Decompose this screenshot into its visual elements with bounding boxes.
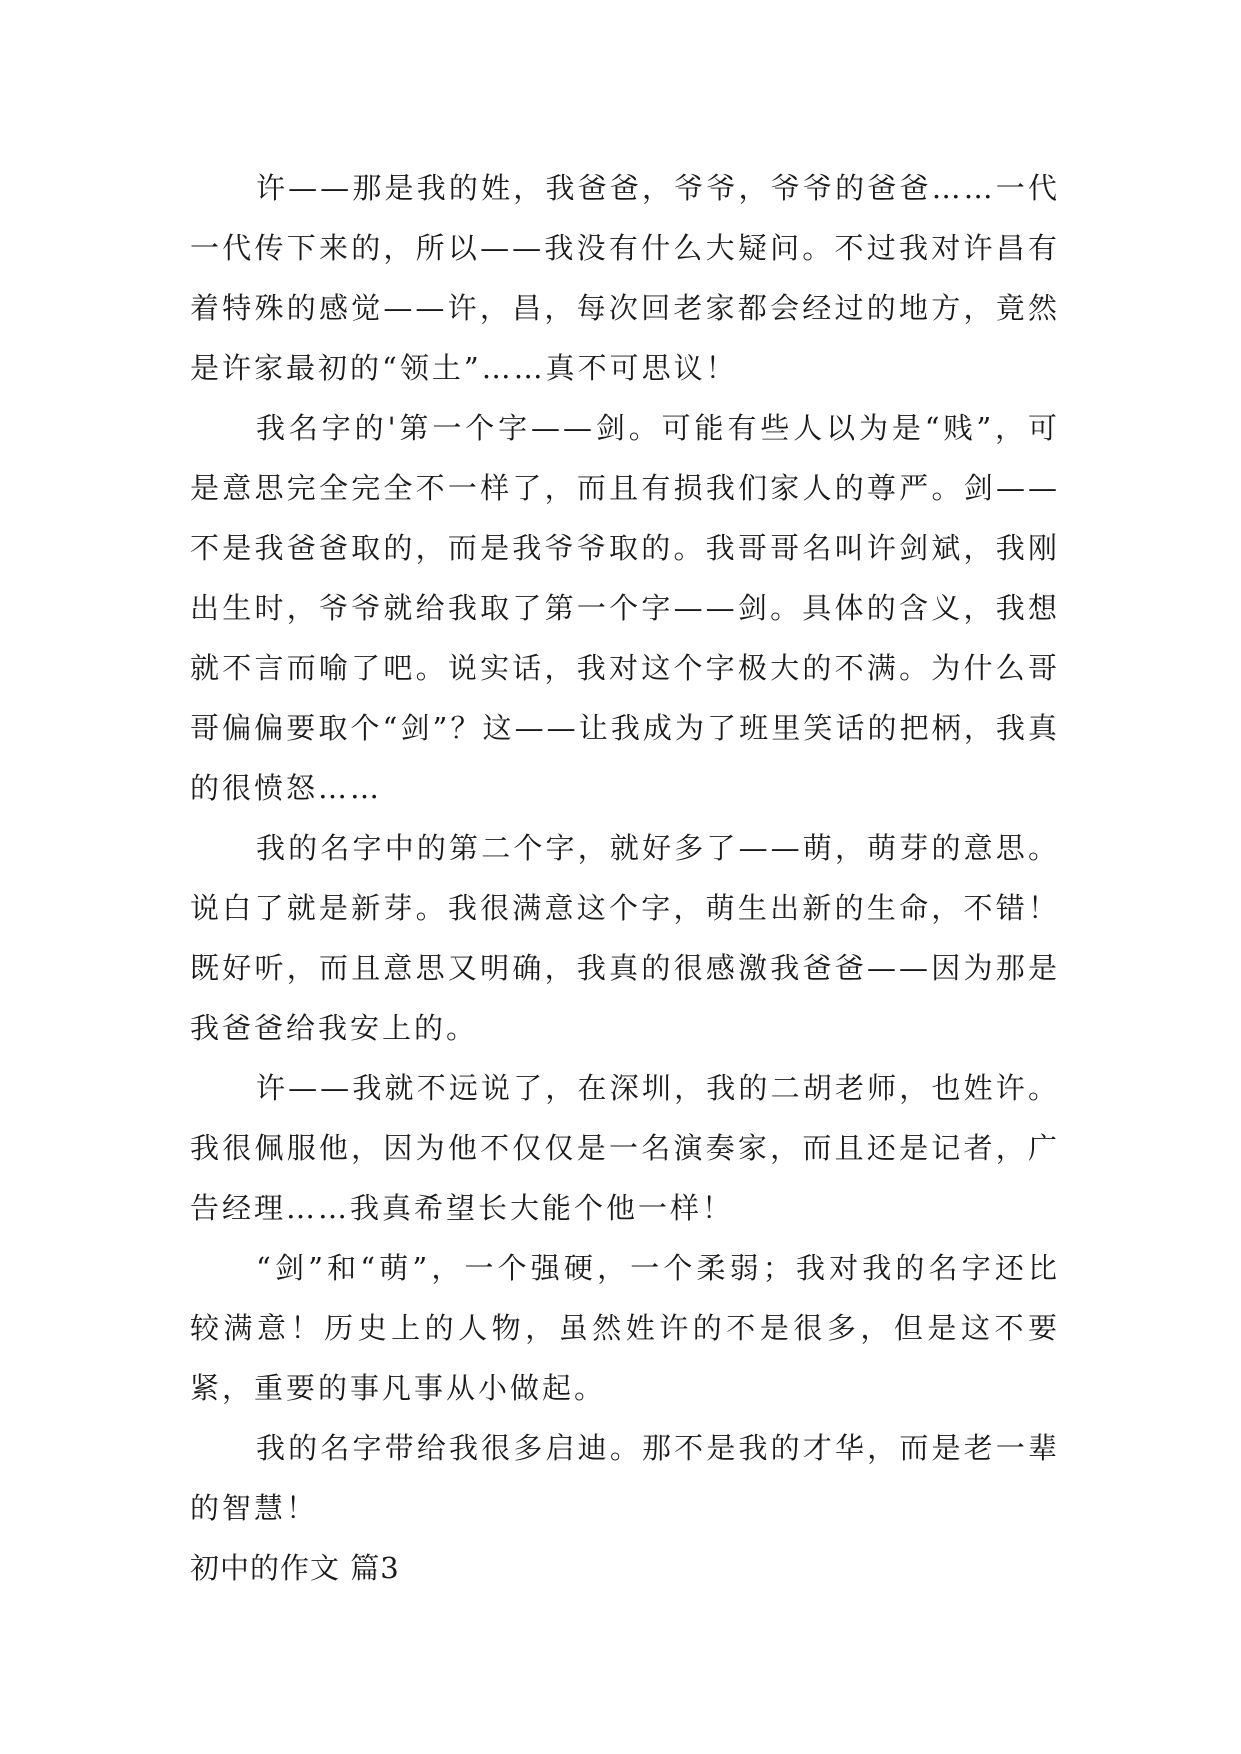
paragraph-second-character: 我的名字中的第二个字，就好多了——萌，萌芽的意思。说白了就是新芽。我很满意这个字，萌生出新的生命，不错！既好听，而且意思又明确，我真的很感激我爸爸——因为那是我爸爸给我安上的。 bbox=[190, 831, 1060, 1045]
section-title: 初中的作文 篇3 bbox=[190, 1551, 400, 1585]
paragraph-first-character: 我名字的'第一个字——剑。可能有些人以为是“贱”，可是意思完全完全不一样了，而且有损我们家人的尊严。剑——不是我爸爸取的，而是我爷爷取的。我哥哥名叫许剑斌，我刚出生时，爷爷就给我取了第一个字——剑。具体的含义，我想就不言而喻了吧。说实话，我对这个字极大的不满。为什么哥哥偏偏要取个“剑”？这——让我成为了班里笑话的把柄，我真的很愤怒…… bbox=[190, 411, 1060, 805]
paragraph-erhu-teacher: 许——我就不远说了，在深圳，我的二胡老师，也姓许。我很佩服他，因为他不仅仅是一名演奏家，而且还是记者，广告经理……我真希望长大能个他一样！ bbox=[190, 1071, 1060, 1225]
paragraph-inspiration: 我的名字带给我很多启迪。那不是我的才华，而是老一辈的智慧！ bbox=[190, 1431, 1060, 1525]
paragraph-name-satisfaction: “剑”和“萌”，一个强硬，一个柔弱；我对我的名字还比较满意！历史上的人物，虽然姓许的不是很多，但是这不要紧，重要的事凡事从小做起。 bbox=[190, 1251, 1060, 1405]
document-body bbox=[190, 158, 1060, 1598]
paragraph-surname: 许——那是我的姓，我爸爸，爷爷，爷爷的爸爸……一代一代传下来的，所以——我没有什么大疑问。不过我对许昌有着特殊的感觉——许，昌，每次回老家都会经过的地方，竟然是许家最初的“领土”……真不可思议！ bbox=[190, 171, 1060, 385]
